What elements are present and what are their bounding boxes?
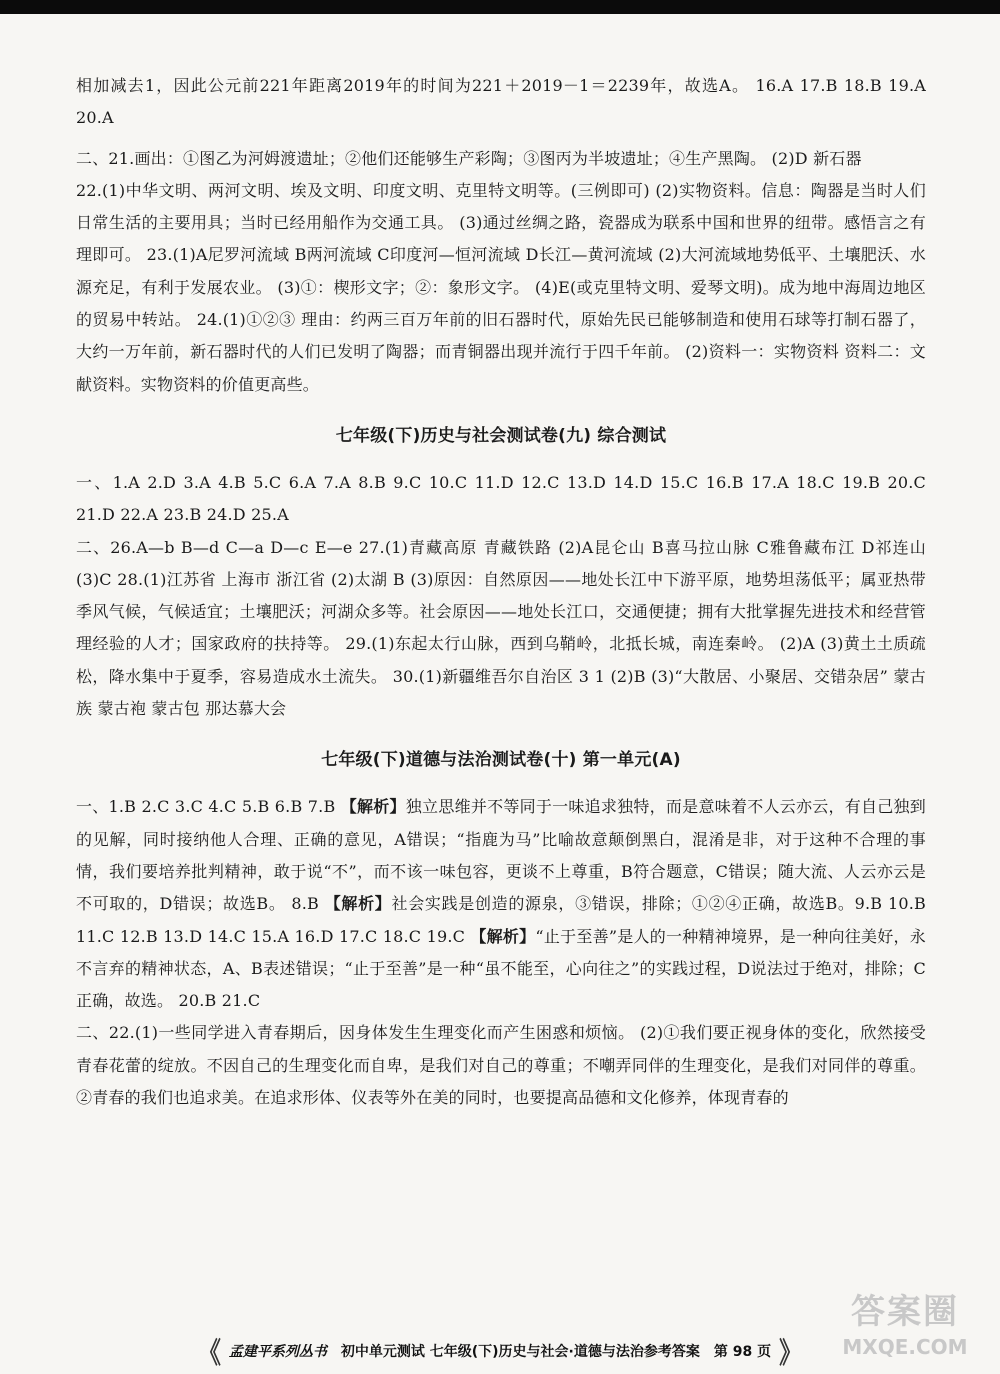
section-heading-test-9: 七年级(下)历史与社会测试卷(九) 综合测试 bbox=[335, 425, 667, 446]
paragraph-test10-choice bbox=[76, 791, 926, 1017]
watermark-logo bbox=[820, 1290, 990, 1370]
watermark-text: 答案圈 bbox=[851, 1292, 959, 1332]
text-segment: 独立思维并不等同于一味追求独特，而是意味着不人云亦云，有自己独到的见解，同时接纳他人合理、正确的意见，A错误；“指鹿为马”比喻故意颠倒黑白，混淆是非，对于这种不合理的事情，我们要培养批判精神，敢于说“不”，而不该一味包容，更谈不上尊重，B符合题意，C错误；随大流、人云亦云是不可取的，D错误；故选B。 8.B bbox=[76, 797, 927, 914]
paragraph-test9-short-answer: 二、26.A—b B—d C—a D—c E—e 27.(1)青藏高原 青藏铁路 (2)A昆仑山 B喜马拉山脉 C雅鲁藏布江 D祁连山 (3)C 28.(1)江苏省 上海市 浙江省 (2)太湖 B (3)原因：自然原因——地处长江中下游平原，地势坦荡低平；属亚热带季风气候，气候适宜；土壤肥沃；河湖众多等。社会原因——地处长江口，交通便捷；拥有大批掌握先进技术和经营管理经验的人才；国家政府的扶持等。 29.(1)东起太行山脉，西到乌鞘岭，北抵长城，南连秦岭。 (2)A (3)黄土土质疏松，降水集中于夏季，容易造成水土流失。 30.(1)新疆维吾尔自治区 3 1 (2)B (3)“大散居、小聚居、交错杂居” 蒙古族 蒙古袍 蒙古包 那达慕大会 bbox=[76, 537, 926, 719]
paragraph-q21: 二、21.画出：①图乙为河姆渡遗址；②他们还能够生产彩陶；③图丙为半坡遗址；④生产黑陶。 (2)D 新石器 bbox=[76, 148, 862, 168]
footer-title: 初中单元测试 七年级(下)历史与社会·道德与法治参考答案 bbox=[340, 1344, 700, 1360]
analysis-tag: 【解析】 bbox=[470, 926, 536, 946]
text-segment: 一、1.B 2.C 3.C 4.C 5.B 6.B 7.B bbox=[76, 797, 341, 817]
paragraph-test10-q22: 二、22.(1)一些同学进入青春期后，因身体发生生理变化而产生困惑和烦恼。 (2)①我们要正视身体的变化，欣然接受青春花蕾的绽放。不因自己的生理变化而自卑，是我们对自己的尊重；不嘲弄同伴的生理变化，是我们对同伴的尊重。②青春的我们也追求美。在追求形体、仪表等外在美的同时，也要提高品德和文化修养，体现青春的 bbox=[76, 1023, 926, 1108]
chevron-left-icon: 《 bbox=[198, 1337, 221, 1370]
analysis-tag: 【解析】 bbox=[324, 894, 392, 914]
analysis-tag: 【解析】 bbox=[340, 797, 406, 817]
watermark-url: MXQE.COM bbox=[842, 1335, 968, 1359]
page-footer bbox=[170, 1336, 830, 1370]
page-number: 第 98 页 bbox=[713, 1344, 772, 1360]
text-segment: “止于至善”是人的一种精神境界，是一种向往美好，永不言弃的精神状态，A、B表述错误；“止于至善”是一种“虽不能至，心向往之”的实践过程，D说法过于绝对，排除；C正确，故选。 20.B 21.C bbox=[76, 926, 926, 1011]
series-name: 孟建平系列丛书 bbox=[228, 1344, 327, 1360]
paragraph-q22-24: 22.(1)中华文明、两河文明、埃及文明、印度文明、克里特文明等。(三例即可) (2)实物资料。信息：陶器是当时人们日常生活的主要用具；当时已经用船作为交通工具。 (3)通过丝绸之路，瓷器成为联系中国和世界的纽带。感悟言之有理即可。 23.(1)A尼罗河流域 B两河流域 C印度河—恒河流域 D长江—黄河流域 (2)大河流域地势低平、土壤肥沃、水源充足，有利于发展农业。 (3)①：楔形文字；②：象形文字。 (4)E(或克里特文明、爱琴文明)。成为地中海周边地区的贸易中转站。 24.(1)①②③ 理由：约两三百万年前的旧石器时代，原始先民已能够制造和使用石球等打制石器了，大约一万年前，新石器时代的人们已发明了陶器；而青铜器出现并流行于四千年前。 (2)资料一：实物资料 资料二：文献资料。实物资料的价值更高些。 bbox=[76, 180, 926, 394]
top-border-bar bbox=[0, 0, 1000, 14]
paragraph-test9-choice: 一、1.A 2.D 3.A 4.B 5.C 6.A 7.A 8.B 9.C 10.C 11.D 12.C 13.D 14.D 15.C 16.B 17.A 18.C 19.B 20.C 21.D 22.A 23.B 24.D 25.A bbox=[76, 472, 926, 525]
text-segment: 社会实践是创造的源泉，③错误，排除；①②④正确，故选B。9.B 10.B 11.C 12.B 13.D 14.C 15.A 16.D 17.C 18.C 19.C bbox=[76, 894, 926, 946]
paragraph-prev-answers: 相加减去1，因此公元前221年距离2019年的时间为221＋2019－1＝2239年，故选A。 16.A 17.B 18.B 19.A 20.A bbox=[76, 76, 926, 128]
chevron-right-icon: 》 bbox=[779, 1337, 802, 1370]
section-heading-test-10: 七年级(下)道德与法治测试卷(十) 第一单元(A) bbox=[321, 750, 681, 771]
answer-content bbox=[76, 70, 926, 1114]
